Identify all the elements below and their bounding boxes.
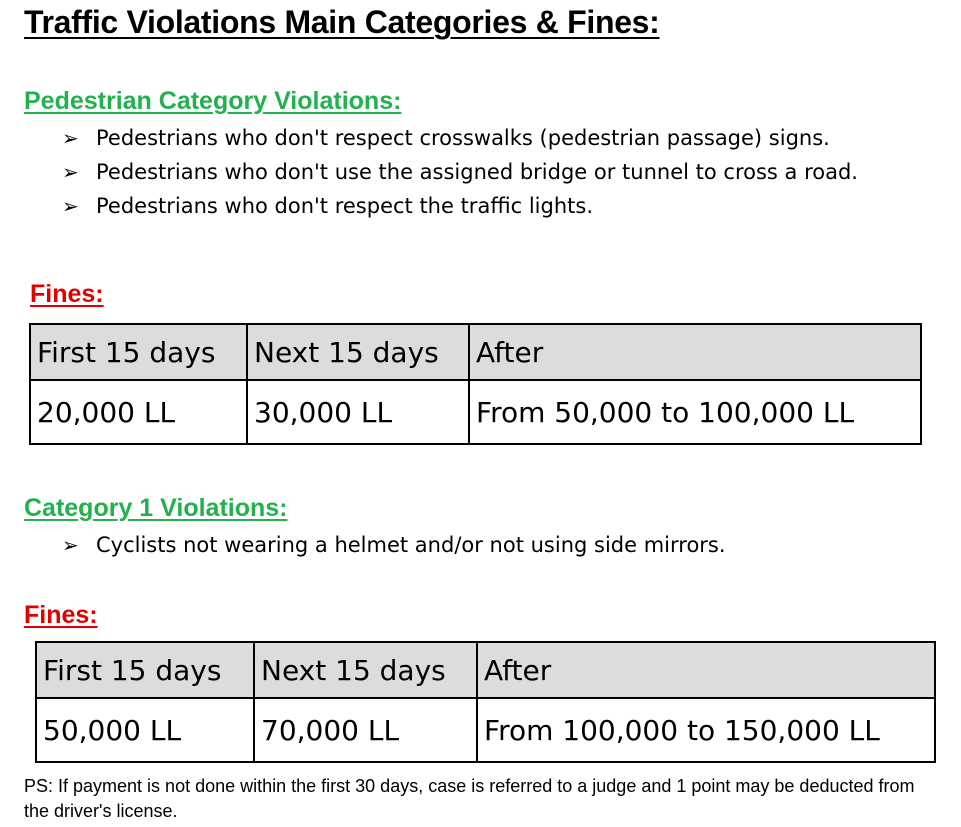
table-header-cell: Next 15 days — [254, 642, 477, 698]
table-cell: 30,000 LL — [247, 380, 469, 444]
table-header-cell: First 15 days — [36, 642, 254, 698]
table-cell: 70,000 LL — [254, 698, 477, 762]
list-item — [62, 189, 858, 223]
list-item — [62, 528, 726, 562]
page-title: Traffic Violations Main Categories & Fines: — [24, 4, 660, 40]
category-1-violations-list — [62, 528, 726, 562]
table-header-row — [30, 324, 921, 380]
category-1-fines-heading: Fines: — [24, 601, 98, 629]
arrow-bullet-icon: ➢ — [62, 194, 79, 218]
table-row — [36, 698, 935, 762]
table-header-cell: After — [469, 324, 921, 380]
table-header-cell: After — [477, 642, 935, 698]
list-item — [62, 155, 858, 189]
pedestrian-category-heading: Pedestrian Category Violations: — [24, 87, 402, 115]
list-item — [62, 121, 858, 155]
table-header-cell: First 15 days — [30, 324, 247, 380]
list-item-text: Pedestrians who don't respect the traffic lights. — [96, 194, 593, 218]
table-cell: 20,000 LL — [30, 380, 247, 444]
list-item-text: Pedestrians who don't respect crosswalks (pedestrian passage) signs. — [96, 126, 830, 150]
arrow-bullet-icon: ➢ — [62, 160, 79, 184]
table-header-row — [36, 642, 935, 698]
list-item-text: Pedestrians who don't use the assigned bridge or tunnel to cross a road. — [96, 160, 858, 184]
arrow-bullet-icon: ➢ — [62, 126, 79, 150]
table-cell: 50,000 LL — [36, 698, 254, 762]
pedestrian-fines-table — [29, 323, 922, 445]
table-row — [30, 380, 921, 444]
pedestrian-fines-heading: Fines: — [30, 280, 104, 308]
payment-note: PS: If payment is not done within the first 30 days, case is referred to a judge and 1 point may be deducted from the driver's license. — [24, 776, 915, 821]
list-item-text: Cyclists not wearing a helmet and/or not using side mirrors. — [96, 533, 726, 557]
arrow-bullet-icon: ➢ — [62, 533, 79, 557]
category-1-heading: Category 1 Violations: — [24, 494, 288, 522]
pedestrian-violations-list — [62, 121, 858, 223]
table-cell: From 50,000 to 100,000 LL — [469, 380, 921, 444]
table-header-cell: Next 15 days — [247, 324, 469, 380]
table-cell: From 100,000 to 150,000 LL — [477, 698, 935, 762]
category-1-fines-table — [35, 641, 936, 763]
